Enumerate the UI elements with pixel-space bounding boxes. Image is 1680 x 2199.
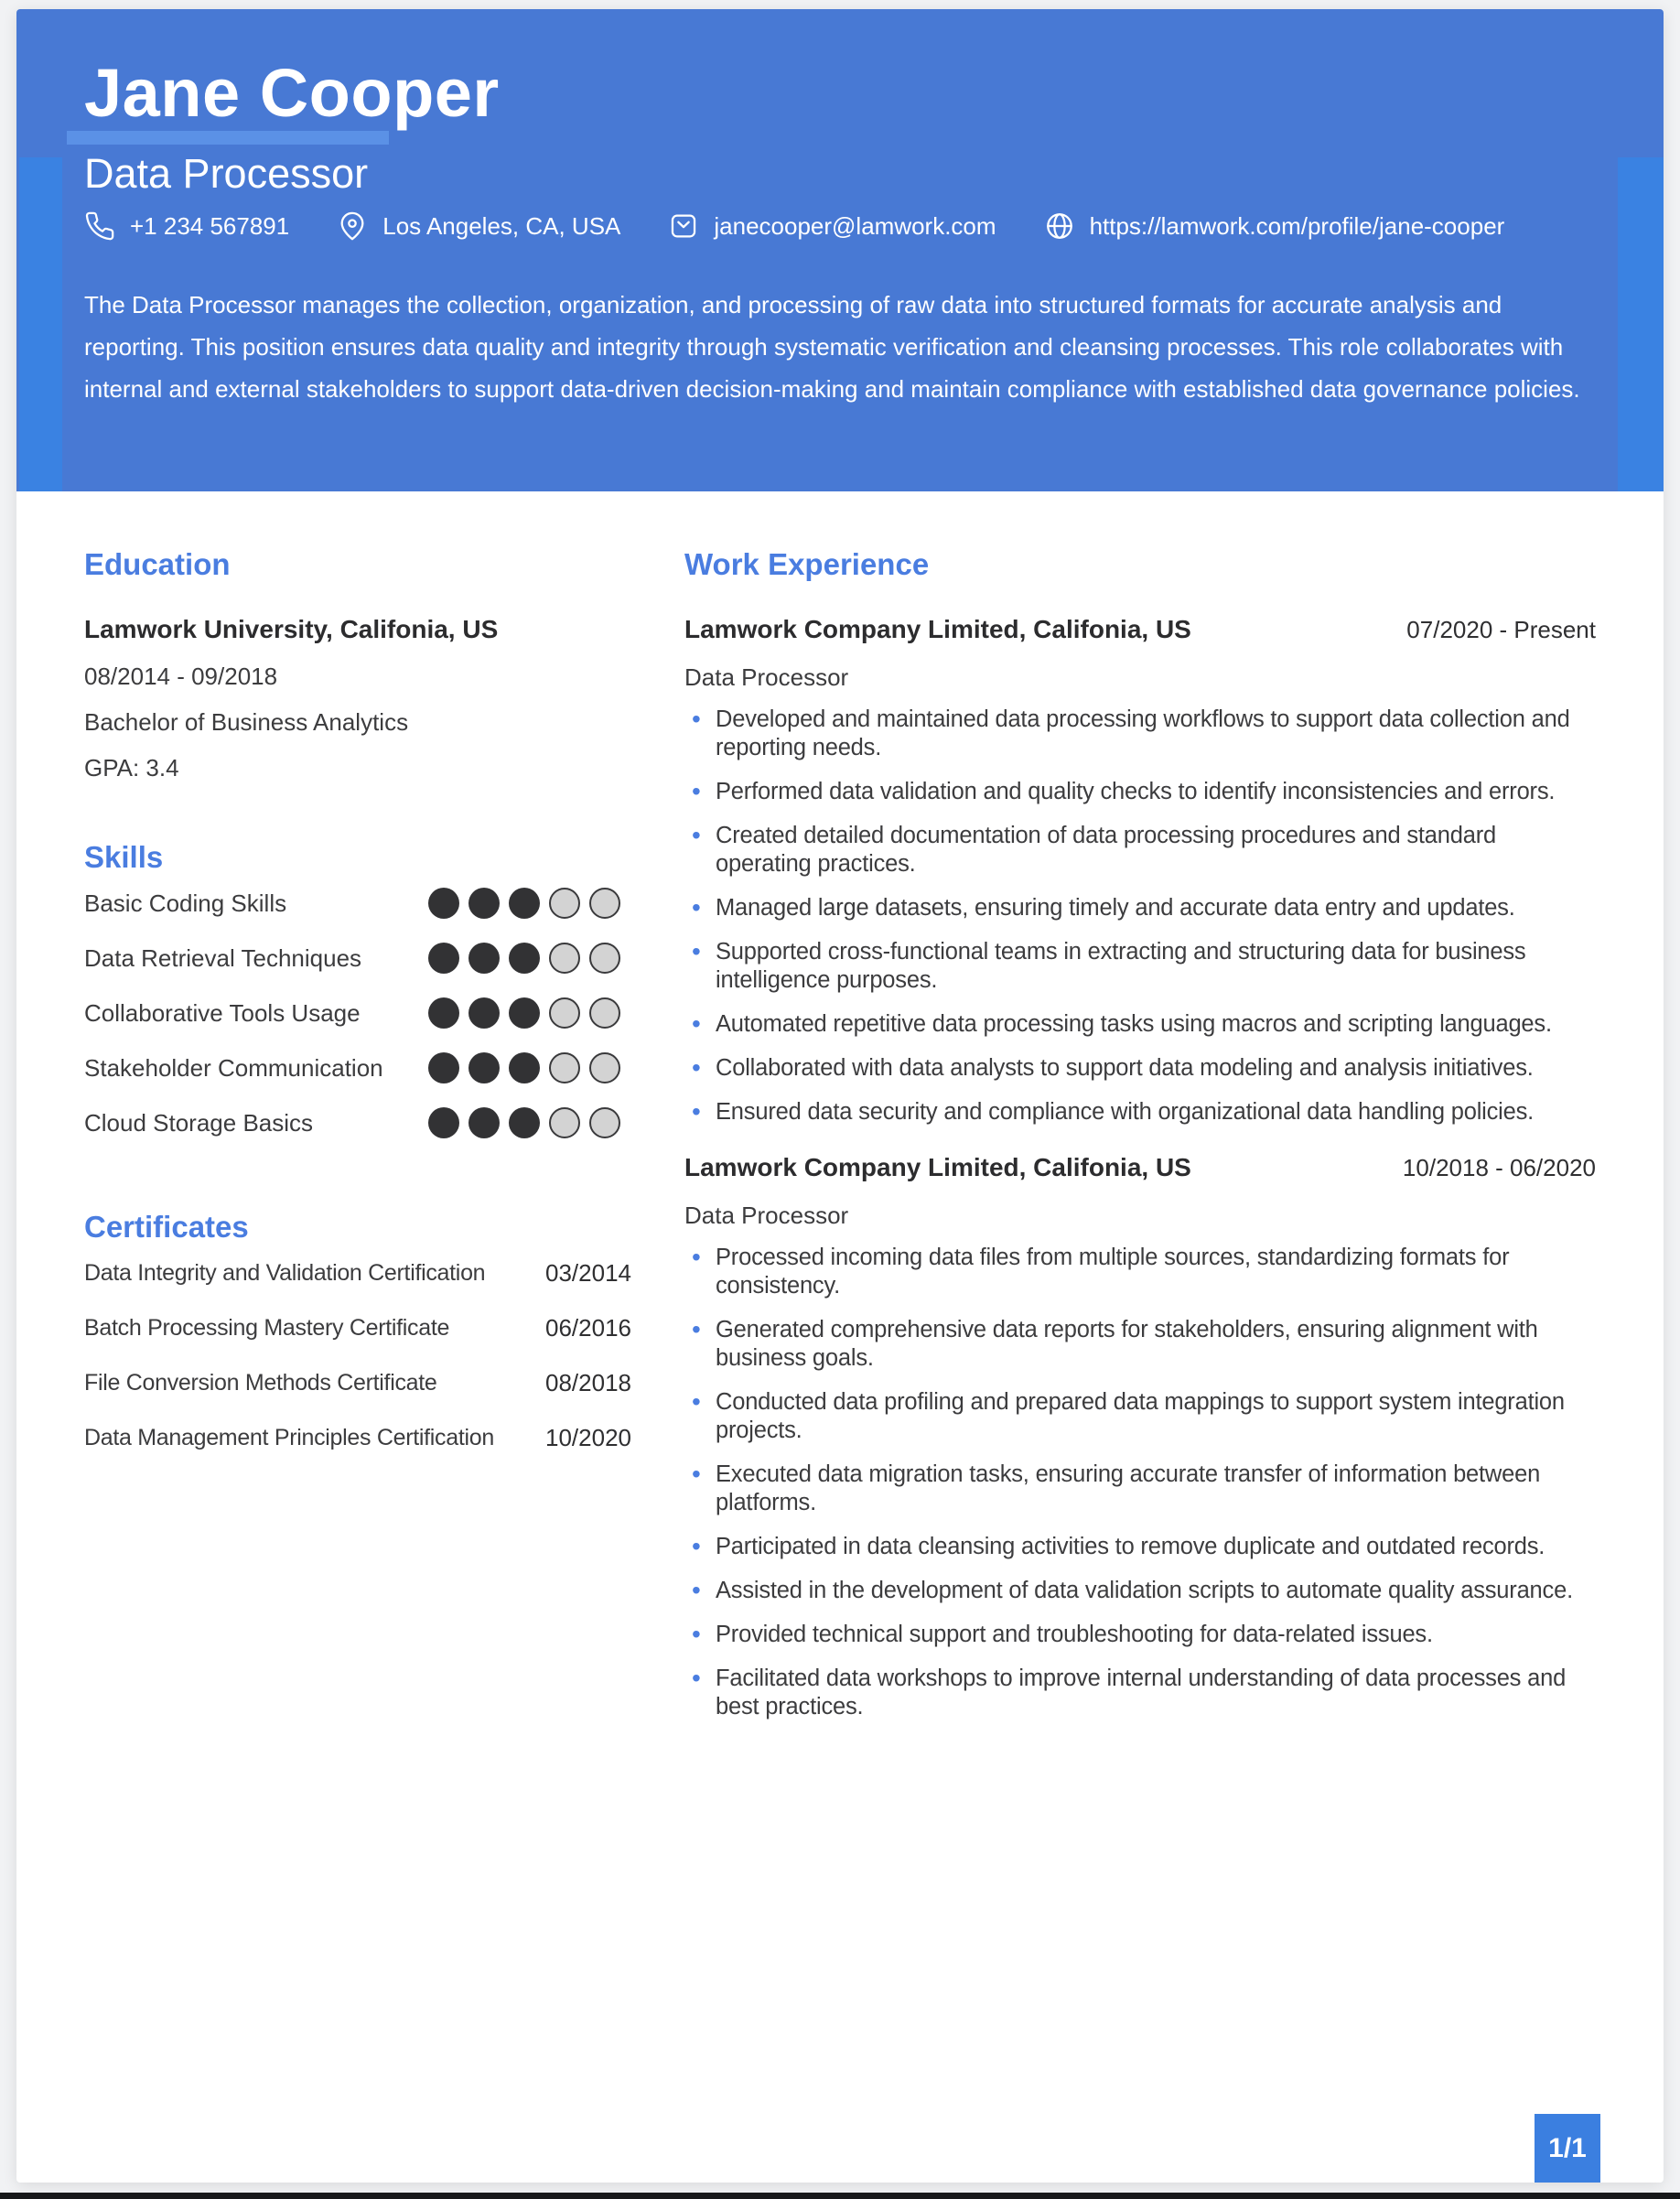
contact-phone-label: +1 234 567891 — [130, 211, 290, 240]
job-dates: 07/2020 - Present — [1406, 616, 1596, 643]
contact-phone — [84, 210, 289, 242]
experience-bullet: • Performed data validation and quality checks to identify inconsistencies and errors. — [684, 778, 1596, 806]
experience-bullet: • Generated comprehensive data reports for stakeholders, ensuring alignment with business goals. — [684, 1316, 1596, 1373]
experience-bullet: • Participated in data cleansing activities to remove duplicate and outdated records. — [684, 1533, 1596, 1561]
skill-dot-filled — [468, 888, 500, 919]
certificate-date: 10/2020 — [545, 1423, 631, 1451]
job-role: Data Processor — [684, 663, 849, 691]
experience-bullet: • Processed incoming data files from multiple sources, standardizing formats for consistency. — [684, 1244, 1596, 1300]
skill-dot-empty — [549, 888, 580, 919]
phone-icon — [84, 210, 115, 242]
job-header — [684, 1154, 1596, 1182]
certificate-name: File Conversion Methods Certificate — [84, 1369, 437, 1396]
education-dates: 08/2014 - 09/2018 — [84, 663, 278, 690]
experience-bullet: • Ensured data security and compliance with organizational data handling policies. — [684, 1098, 1596, 1126]
mail-icon — [668, 210, 699, 242]
skill-dot-filled — [509, 1107, 540, 1138]
work-experience-section — [684, 491, 1596, 1721]
skill-dot-filled — [468, 997, 500, 1029]
certificate-row — [84, 1300, 631, 1355]
skill-dot-filled — [509, 1052, 540, 1083]
skill-dot-filled — [468, 1052, 500, 1083]
certificates-heading: Certificates — [84, 1210, 249, 1244]
experience-bullet: • Managed large datasets, ensuring timely and accurate data entry and updates. — [684, 894, 1596, 922]
certificate-row — [84, 1410, 631, 1465]
header-right-accent-strip — [1618, 157, 1664, 491]
experience-bullet: • Conducted data profiling and prepared data mappings to support system integration projects. — [684, 1388, 1596, 1445]
skill-dot-empty — [589, 888, 620, 919]
experience-bullet: • Automated repetitive data processing tasks using macros and scripting languages. — [684, 1010, 1596, 1039]
job-dates: 10/2018 - 06/2020 — [1402, 1154, 1596, 1181]
contact-location-label: Los Angeles, CA, USA — [382, 211, 621, 240]
skill-dot-empty — [589, 1052, 620, 1083]
skill-dot-filled — [428, 943, 459, 974]
experience-bullet: • Facilitated data workshops to improve internal understanding of data processes and best practices. — [684, 1665, 1596, 1721]
skill-name: Basic Coding Skills — [84, 889, 287, 917]
job-bullet-list — [684, 1244, 1596, 1721]
skill-row — [84, 1040, 631, 1095]
contact-row — [84, 210, 1504, 242]
globe-icon — [1044, 210, 1075, 242]
education-degree: Bachelor of Business Analytics — [84, 708, 409, 736]
contact-email-label: janecooper@lamwork.com — [714, 211, 996, 240]
skill-name: Stakeholder Communication — [84, 1053, 383, 1082]
skill-dot-empty — [549, 943, 580, 974]
certificate-date: 06/2016 — [545, 1313, 631, 1342]
skill-name: Data Retrieval Techniques — [84, 943, 362, 972]
bottom-edge-bar — [0, 2193, 1680, 2199]
skill-dot-filled — [468, 943, 500, 974]
location-icon — [337, 210, 368, 242]
skills-heading: Skills — [84, 840, 164, 874]
skill-level-dots — [428, 1052, 620, 1083]
skill-dot-empty — [589, 943, 620, 974]
experience-bullet: • Provided technical support and troubleshooting for data-related issues. — [684, 1621, 1596, 1649]
certificate-row — [84, 1245, 631, 1300]
experience-bullet: • Developed and maintained data processing workflows to support data collection and reporting needs. — [684, 706, 1596, 762]
skill-dot-filled — [509, 943, 540, 974]
skill-dot-empty — [549, 1052, 580, 1083]
skill-row — [84, 931, 631, 986]
skill-level-dots — [428, 1107, 620, 1138]
name-underline-bar — [67, 131, 389, 145]
certificate-row — [84, 1355, 631, 1410]
resume-body — [16, 491, 1664, 1721]
skill-dot-filled — [428, 888, 459, 919]
contact-website-label: https://lamwork.com/profile/jane-cooper — [1089, 211, 1505, 240]
certificate-name: Batch Processing Mastery Certificate — [84, 1314, 450, 1341]
skill-dot-empty — [589, 1107, 620, 1138]
job-company: Lamwork Company Limited, Califonia, US — [684, 1153, 1191, 1181]
experience-bullet: • Created detailed documentation of data processing procedures and standard operating practices. — [684, 822, 1596, 879]
contact-location — [337, 210, 620, 242]
skill-name: Collaborative Tools Usage — [84, 998, 361, 1027]
person-name: Jane Cooper — [84, 55, 500, 131]
certificate-date: 03/2014 — [545, 1258, 631, 1287]
contact-website — [1044, 210, 1505, 242]
skill-dot-filled — [428, 997, 459, 1029]
skill-dot-filled — [509, 997, 540, 1029]
skill-row — [84, 986, 631, 1040]
skill-dot-filled — [428, 1052, 459, 1083]
skill-level-dots — [428, 943, 620, 974]
education-school: Lamwork University, Califonia, US — [84, 615, 499, 643]
skill-level-dots — [428, 888, 620, 919]
certificate-name: Data Integrity and Validation Certification — [84, 1259, 486, 1286]
skill-dot-filled — [509, 888, 540, 919]
experience-bullet: • Executed data migration tasks, ensuring accurate transfer of information between platforms. — [684, 1461, 1596, 1517]
resume-header — [16, 9, 1664, 491]
education-gpa: GPA: 3.4 — [84, 754, 179, 782]
skill-name: Cloud Storage Basics — [84, 1108, 314, 1137]
certificate-name: Data Management Principles Certification — [84, 1424, 494, 1450]
header-left-accent-strip — [19, 157, 62, 491]
job-bullet-list — [684, 706, 1596, 1126]
skill-row — [84, 1095, 631, 1150]
experience-bullet: • Assisted in the development of data validation scripts to automate quality assurance. — [684, 1577, 1596, 1605]
experience-bullet: • Supported cross-functional teams in extracting and structuring data for business intelligence purposes. — [684, 938, 1596, 995]
education-heading: Education — [84, 547, 231, 581]
skill-dot-filled — [468, 1107, 500, 1138]
skill-row — [84, 876, 631, 931]
education-entry — [84, 616, 631, 781]
resume-card — [16, 9, 1664, 2183]
job-company: Lamwork Company Limited, Califonia, US — [684, 615, 1191, 643]
left-column — [84, 491, 631, 1721]
skill-dot-empty — [549, 1107, 580, 1138]
person-job-title: Data Processor — [84, 150, 369, 197]
job-header — [684, 616, 1596, 644]
skill-dot-empty — [549, 997, 580, 1029]
job-role: Data Processor — [684, 1202, 849, 1229]
skill-level-dots — [428, 997, 620, 1029]
skill-dot-empty — [589, 997, 620, 1029]
summary-paragraph: The Data Processor manages the collection, organization, and processing of raw data into structured formats for accurate analysis and reporting. This position ensures data quality and integrity through systematic verification and cleansing processes. This role collaborates with internal and external stakeholders to support data-driven decision-making and maintain compliance with established data governance policies. — [84, 291, 1580, 403]
skill-dot-filled — [428, 1107, 459, 1138]
experience-bullet: • Collaborated with data analysts to support data modeling and analysis initiatives. — [684, 1054, 1596, 1083]
certificate-date: 08/2018 — [545, 1368, 631, 1396]
work-experience-heading: Work Experience — [684, 547, 930, 581]
page-number-badge: 1/1 — [1535, 2114, 1600, 2183]
contact-email — [668, 210, 996, 242]
